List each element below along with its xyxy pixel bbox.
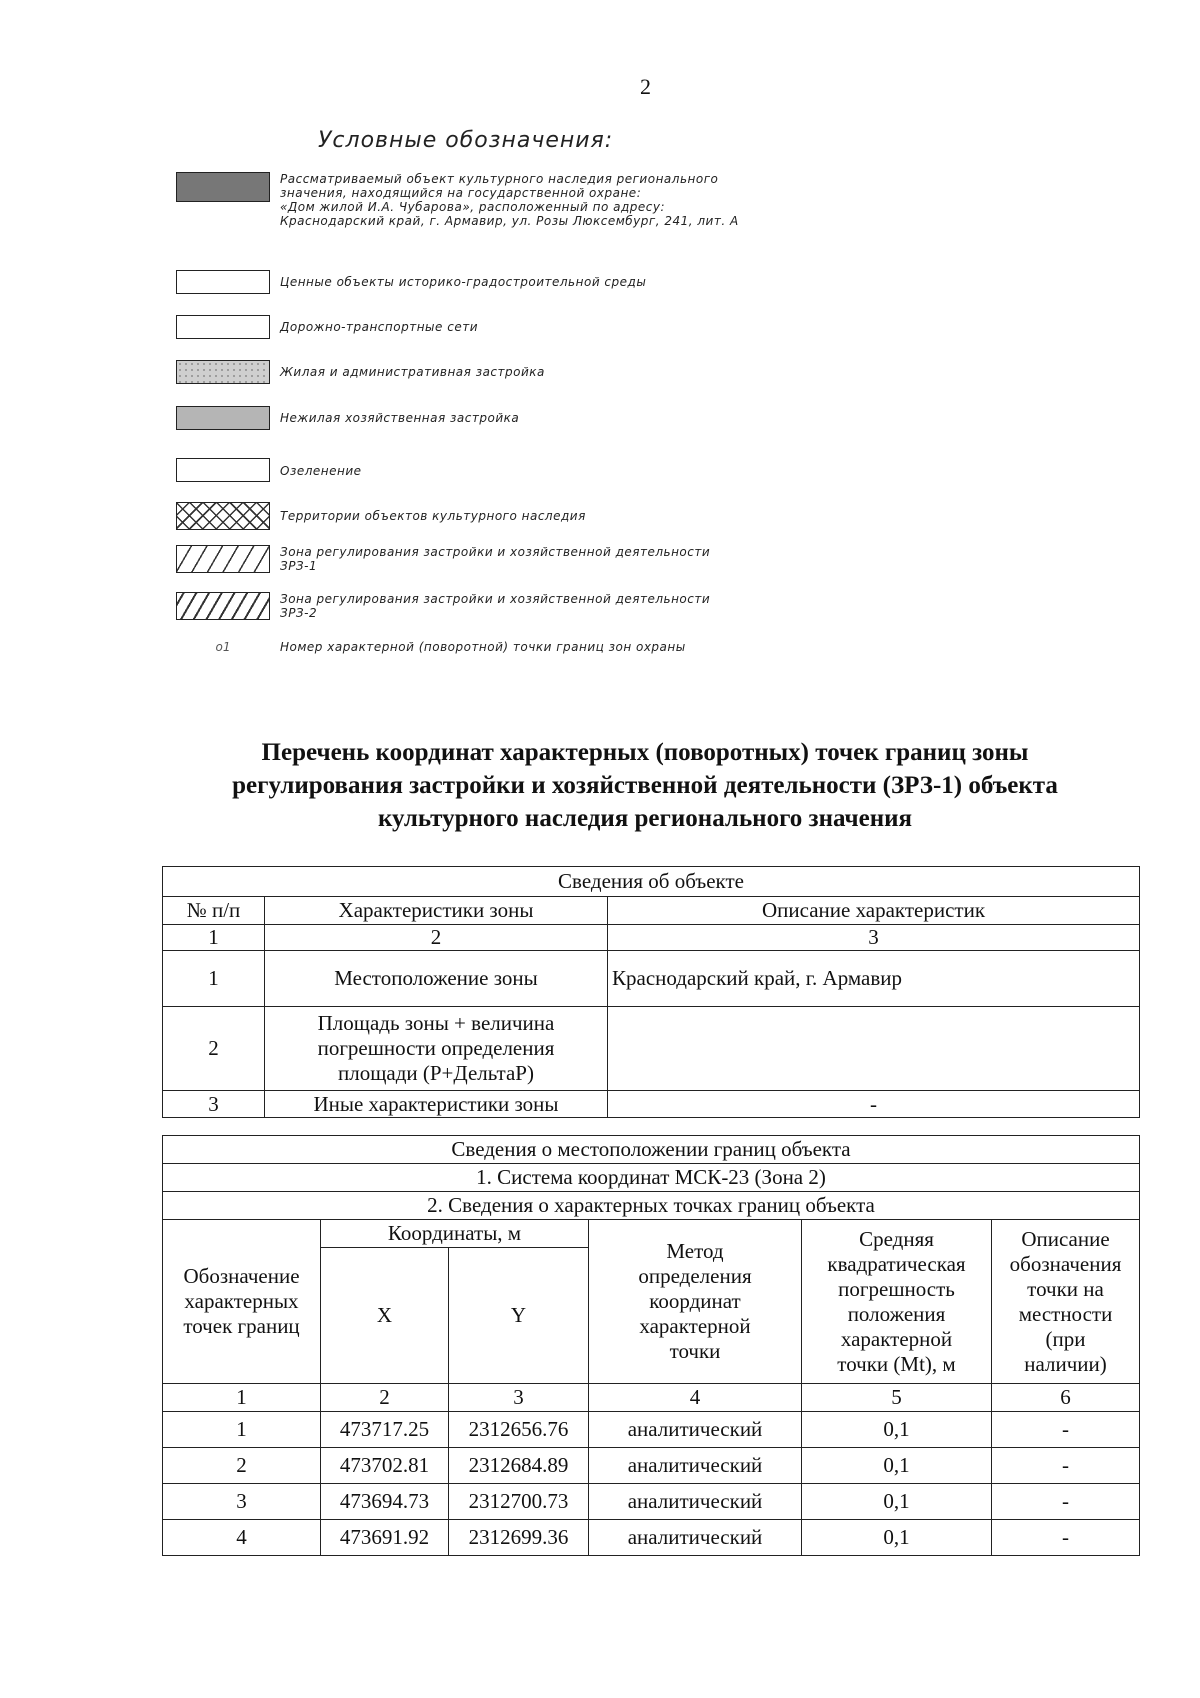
cell-point-id: 4	[163, 1520, 321, 1556]
cell-y: 2312700.73	[449, 1484, 589, 1520]
cell-x: 473694.73	[321, 1484, 449, 1520]
legend-text-line: «Дом жилой И.А. Чубарова», расположенный по адресу:	[280, 200, 665, 214]
legend-swatch-nonresidential	[176, 406, 270, 430]
table-row	[163, 1520, 1140, 1556]
cell-y: 2312699.36	[449, 1520, 589, 1556]
table-row	[163, 867, 1140, 897]
header-line: Метод	[666, 1239, 724, 1263]
cell-error: 0,1	[802, 1448, 992, 1484]
table-row	[163, 925, 1140, 951]
cell-y: 2312656.76	[449, 1412, 589, 1448]
header-line: координат	[649, 1289, 741, 1313]
table-row	[163, 1091, 1140, 1118]
table-row	[163, 1484, 1140, 1520]
cell-desc: Краснодарский край, г. Армавир	[608, 951, 1140, 1007]
coordinates-table	[162, 1135, 1140, 1556]
header-line: Средняя	[859, 1226, 934, 1251]
page-number: 2	[640, 74, 651, 99]
legend-item-object	[176, 172, 739, 228]
title-line: регулирования застройки и хозяйственной деятельности (ЗРЗ-1) объекта	[232, 772, 1058, 799]
numbering-cell: 5	[802, 1384, 992, 1412]
legend-swatch-zrz1	[176, 545, 270, 573]
legend-swatch-valuable	[176, 270, 270, 294]
table-row	[163, 1448, 1140, 1484]
point-marker-icon: о1	[215, 640, 231, 654]
cell-name-line: погрешности определения	[317, 1036, 555, 1060]
header-line: (при	[1045, 1326, 1086, 1351]
header-line: Обозначение	[183, 1264, 300, 1288]
header-error	[802, 1220, 992, 1384]
legend-item-zrz1	[176, 545, 710, 573]
header-x: X	[321, 1248, 449, 1384]
header-line: точки на	[1027, 1276, 1104, 1301]
cell-desc: -	[992, 1520, 1140, 1556]
header-line: характерной	[840, 1326, 953, 1351]
table-row	[163, 1220, 1140, 1248]
header-line: точек границ	[183, 1314, 300, 1338]
numbering-cell: 4	[589, 1384, 802, 1412]
cell-method: аналитический	[589, 1448, 802, 1484]
header-line: наличии)	[1024, 1351, 1107, 1376]
cell-x: 473717.25	[321, 1412, 449, 1448]
header-y: Y	[449, 1248, 589, 1384]
legend-swatch-residential	[176, 360, 270, 384]
table-row	[163, 1384, 1140, 1412]
legend-text-line: Зона регулирования застройки и хозяйственной деятельности	[280, 545, 711, 559]
numbering-cell: 1	[163, 1384, 321, 1412]
legend-text-line: ЗРЗ-1	[280, 559, 318, 573]
cell-point-id: 2	[163, 1448, 321, 1484]
cell-name-line: площади (P+ДельтаP)	[338, 1061, 534, 1085]
object-info-table	[162, 866, 1140, 1118]
legend-swatch-object	[176, 172, 270, 202]
table-row	[163, 1192, 1140, 1220]
header-cell: Характеристики зоны	[265, 897, 608, 925]
legend-title: Условные обозначения:	[318, 128, 614, 153]
cell-name: Иные характеристики зоны	[265, 1091, 608, 1118]
table-row	[163, 1164, 1140, 1192]
cell-number: 2	[163, 1007, 265, 1091]
header-cell: Описание характеристик	[608, 897, 1140, 925]
cell-method: аналитический	[589, 1412, 802, 1448]
table-row	[163, 951, 1140, 1007]
cell-error: 0,1	[802, 1484, 992, 1520]
numbering-cell: 3	[608, 925, 1140, 951]
table-caption: Сведения об объекте	[163, 867, 1140, 897]
header-line: положения	[847, 1301, 946, 1326]
document-title	[170, 736, 1120, 835]
table-row	[163, 1136, 1140, 1164]
legend-swatch-heritage-territory	[176, 502, 270, 530]
header-line: характерных	[184, 1289, 299, 1313]
legend-text-line: Зона регулирования застройки и хозяйственной деятельности	[280, 592, 711, 606]
numbering-cell: 2	[265, 925, 608, 951]
cell-error: 0,1	[802, 1412, 992, 1448]
legend-item-zrz2	[176, 592, 710, 620]
table-caption: Сведения о местоположении границ объекта	[163, 1136, 1140, 1164]
cell-name-line: Площадь зоны + величина	[317, 1011, 555, 1035]
cell-method: аналитический	[589, 1484, 802, 1520]
title-line: культурного наследия регионального значения	[377, 805, 913, 832]
legend-item-roads	[176, 315, 478, 339]
table-row	[163, 1007, 1140, 1091]
legend-text-line: ЗРЗ-2	[280, 606, 318, 620]
legend-item-nonresidential	[176, 406, 519, 430]
legend-item-heritage-territory	[176, 502, 586, 530]
cell-x: 473702.81	[321, 1448, 449, 1484]
title-line: Перечень координат характерных (поворотных) точек границ зоны	[261, 739, 1029, 766]
cell-error: 0,1	[802, 1520, 992, 1556]
numbering-cell: 2	[321, 1384, 449, 1412]
legend-text: Ценные объекты историко-градостроительной среды	[280, 275, 647, 289]
legend-item-residential	[176, 360, 545, 384]
legend-swatch-greenery	[176, 458, 270, 482]
legend-swatch-roads	[176, 315, 270, 339]
legend-text: Дорожно-транспортные сети	[280, 320, 478, 334]
points-caption: 2. Сведения о характерных точках границ объекта	[163, 1192, 1140, 1220]
header-description	[992, 1220, 1140, 1384]
header-cell: № п/п	[163, 897, 265, 925]
header-line: определения	[638, 1264, 752, 1288]
legend-text-line: значения, находящийся на государственной охране:	[280, 186, 642, 200]
header-line: обозначения	[1009, 1251, 1122, 1276]
table-row	[163, 897, 1140, 925]
cell-method: аналитический	[589, 1520, 802, 1556]
header-line: точки (Mt), м	[837, 1351, 956, 1376]
legend-text: Номер характерной (поворотной) точки границ зон охраны	[280, 640, 686, 654]
legend-item-valuable	[176, 270, 646, 294]
cell-name: Местоположение зоны	[265, 951, 608, 1007]
numbering-cell: 1	[163, 925, 265, 951]
legend-text: Жилая и административная застройка	[280, 365, 545, 379]
cell-desc: -	[608, 1091, 1140, 1118]
cell-y: 2312684.89	[449, 1448, 589, 1484]
coordinate-system: 1. Система координат МСК-23 (Зона 2)	[163, 1164, 1140, 1192]
header-designation	[163, 1220, 321, 1384]
cell-desc: -	[992, 1484, 1140, 1520]
header-method	[589, 1220, 802, 1384]
numbering-cell: 3	[449, 1384, 589, 1412]
legend-text: Нежилая хозяйственная застройка	[280, 411, 520, 425]
cell-number: 3	[163, 1091, 265, 1118]
legend-text: Озеленение	[280, 464, 362, 478]
header-line: точки	[669, 1339, 721, 1363]
legend-item-point-number	[176, 640, 686, 654]
legend-text-line: Рассматриваемый объект культурного наследия регионального	[280, 172, 719, 186]
header-line: местности	[1018, 1301, 1113, 1326]
header-line: квадратическая	[827, 1251, 966, 1276]
header-line: погрешность	[838, 1276, 955, 1301]
cell-point-id: 3	[163, 1484, 321, 1520]
numbering-cell: 6	[992, 1384, 1140, 1412]
cell-desc: -	[992, 1412, 1140, 1448]
cell-x: 473691.92	[321, 1520, 449, 1556]
cell-number: 1	[163, 951, 265, 1007]
legend-item-greenery	[176, 458, 362, 482]
cell-desc	[608, 1007, 1140, 1091]
header-coords: Координаты, м	[321, 1220, 589, 1248]
cell-name	[265, 1007, 608, 1091]
legend-text-line: Краснодарский край, г. Армавир, ул. Розы Люксембург, 241, лит. А	[280, 214, 739, 228]
table-row	[163, 1412, 1140, 1448]
cell-point-id: 1	[163, 1412, 321, 1448]
header-line: Описание	[1021, 1226, 1110, 1251]
legend-text: Территории объектов культурного наследия	[280, 509, 586, 523]
cell-desc: -	[992, 1448, 1140, 1484]
header-line: характерной	[639, 1314, 751, 1338]
legend-swatch-zrz2	[176, 592, 270, 620]
